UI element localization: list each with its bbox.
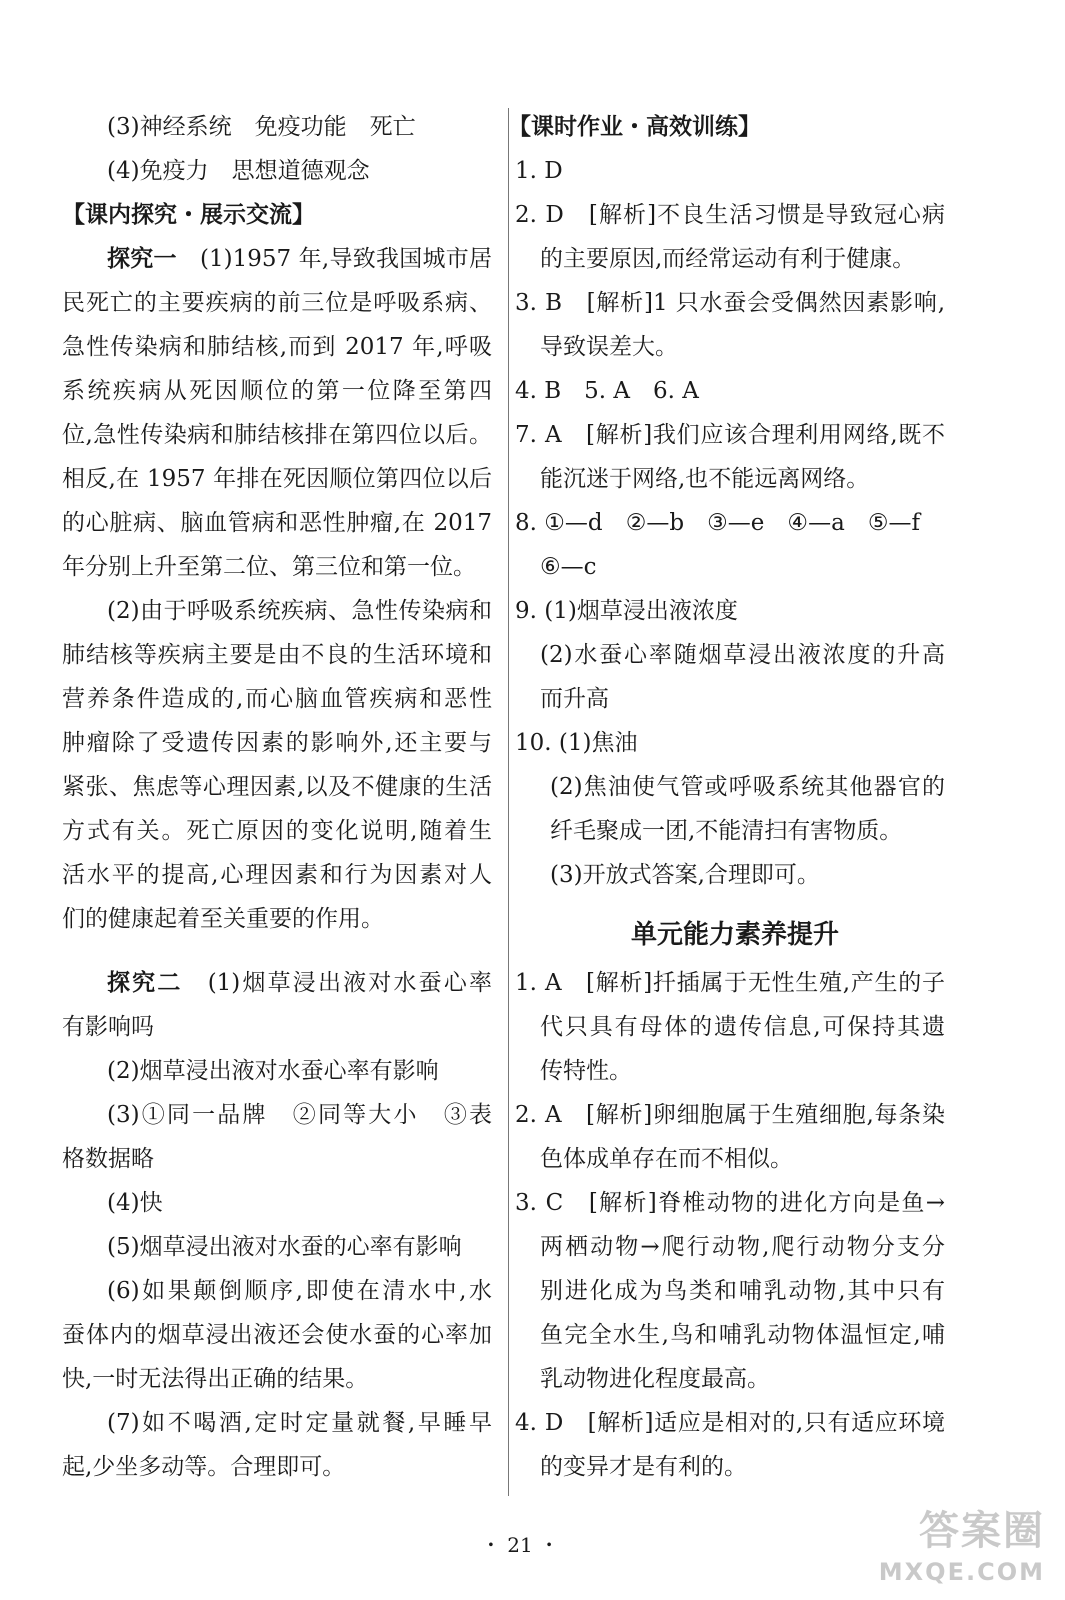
section-label: 探究二 (107, 970, 183, 996)
line-text: 8. ①—d ②—b ③—e ④—a ⑤—f (515, 510, 920, 536)
line-text: 纤毛聚成一团,不能清扫有害物质。 (550, 818, 903, 844)
line-text: 3. B [解析]1 只水蚕会受偶然因素影响, (515, 290, 945, 316)
right-column-line (515, 1100, 945, 1130)
line-text: 起,少坐多动等。合理即可。 (62, 1454, 346, 1480)
right-column-line (515, 420, 945, 450)
line-text: (7)如不喝酒,定时定量就餐,早睡早 (107, 1410, 492, 1436)
line-text: 3. C [解析]脊椎动物的进化方向是鱼→ (515, 1190, 945, 1216)
line-text: 的变异才是有利的。 (540, 1454, 747, 1480)
line-text: 7. A [解析]我们应该合理利用网络,既不 (515, 422, 945, 448)
line-text: (4)快 (107, 1190, 163, 1216)
line-text: 导致误差大。 (540, 334, 678, 360)
right-column-line (515, 376, 699, 406)
line-text: 两栖动物→爬行动物,爬行动物分支分 (540, 1234, 945, 1260)
line-text: (2)由于呼吸系统疾病、急性传染病和 (107, 598, 492, 624)
line-text: 年分别上升至第二位、第三位和第一位。 (62, 554, 476, 580)
right-column-line (508, 112, 761, 142)
line-text: (2)烟草浸出液对水蚕心率有影响 (107, 1058, 439, 1084)
line-text: (6)如果颠倒顺序,即使在清水中,水 (107, 1278, 492, 1304)
right-column-line (540, 1364, 770, 1394)
right-column-line (515, 1188, 945, 1218)
line-text: 鱼完全水生,鸟和哺乳动物体温恒定,哺 (540, 1322, 945, 1348)
line-text: 位,急性传染病和肺结核排在第四位以后。 (62, 422, 492, 448)
line-text: 民死亡的主要疾病的前三位是呼吸系病、 (62, 290, 492, 316)
line-text: 2. D [解析]不良生活习惯是导致冠心病 (515, 202, 945, 228)
line-text: (4)免疫力 思想道德观念 (107, 158, 370, 184)
line-text: 方式有关。死亡原因的变化说明,随着生 (62, 818, 492, 844)
line-text: 紧张、焦虑等心理因素,以及不健康的生活 (62, 774, 492, 800)
line-text: ⑥—c (540, 554, 597, 580)
right-column-line (550, 772, 945, 802)
watermark-logo (855, 1508, 1045, 1590)
line-text: 有影响吗 (62, 1014, 154, 1040)
watermark-cn: 答案圈 (919, 1508, 1045, 1554)
line-text: 相反,在 1957 年排在死因顺位第四位以后 (62, 466, 492, 492)
line-text: (3)①同一品牌 ②同等大小 ③表 (107, 1102, 492, 1128)
right-column-line (515, 508, 920, 538)
right-column-line (540, 464, 869, 494)
right-column-line (540, 1056, 632, 1086)
line-text: 1. A [解析]扦插属于无性生殖,产生的子 (515, 970, 945, 996)
line-text: 4. D [解析]适应是相对的,只有适应环境 (515, 1410, 945, 1436)
line-text: 营养条件造成的,而心脑血管疾病和恶性 (62, 686, 492, 712)
right-column-line (540, 1012, 945, 1042)
line-text: (1)烟草浸出液对水蚕心率 (182, 970, 492, 996)
right-column-line (540, 1232, 945, 1262)
line-text: 能沉迷于网络,也不能远离网络。 (540, 466, 870, 492)
line-text: (5)烟草浸出液对水蚕的心率有影响 (107, 1234, 462, 1260)
page-number: ・ 21 ・ (480, 1533, 560, 1557)
line-text: 的主要原因,而经常运动有利于健康。 (540, 246, 916, 272)
line-text: (3)开放式答案,合理即可。 (550, 862, 820, 888)
right-column-line (550, 860, 820, 890)
line-text: 传特性。 (540, 1058, 632, 1084)
section-label: 探究一 (107, 246, 177, 272)
right-column-line (540, 1276, 945, 1306)
line-text: 系统疾病从死因顺位的第一位降至第四 (62, 378, 492, 404)
line-text: 别进化成为鸟类和哺乳动物,其中只有 (540, 1278, 945, 1304)
right-column-line (540, 640, 945, 670)
right-column-line (550, 816, 902, 846)
line-text: (2)水蚕心率随烟草浸出液浓度的升高 (540, 642, 945, 668)
unit-title: 单元能力素养提升 (630, 920, 839, 950)
line-text: (2)焦油使气管或呼吸系统其他器官的 (550, 774, 945, 800)
right-column-line (515, 156, 563, 186)
line-text: 们的健康起着至关重要的作用。 (62, 906, 384, 932)
right-column-line (540, 332, 678, 362)
line-text: 色体成单存在而不相似。 (540, 1146, 793, 1172)
line-text: 的心脏病、脑血管病和恶性肿瘤,在 2017 (62, 510, 492, 536)
line-text: (1)1957 年,导致我国城市居 (176, 246, 492, 272)
right-column-line (540, 684, 609, 714)
line-text: 9. (1)烟草浸出液浓度 (515, 598, 738, 624)
line-text: 【课时作业・高效训练】 (508, 114, 761, 140)
right-column-line (540, 1144, 793, 1174)
right-column-line (540, 1320, 945, 1350)
line-text: 4. B 5. A 6. A (515, 378, 699, 404)
right-column-line (515, 968, 945, 998)
right-column-line (515, 596, 738, 626)
right-column-line (540, 244, 915, 274)
line-text: 代只具有母体的遗传信息,可保持其遗 (540, 1014, 945, 1040)
line-text: 肺结核等疾病主要是由不良的生活环境和 (62, 642, 492, 668)
line-text: 而升高 (540, 686, 609, 712)
line-text: 乳动物进化程度最高。 (540, 1366, 770, 1392)
line-text: 活水平的提高,心理因素和行为因素对人 (62, 862, 492, 888)
right-column-line (540, 1452, 747, 1482)
line-text: 【课内探究・展示交流】 (62, 202, 315, 228)
right-column-line (515, 728, 637, 758)
line-text: 蚕体内的烟草浸出液还会使水蚕的心率加 (62, 1322, 492, 1348)
line-text: (3)神经系统 免疫功能 死亡 (107, 114, 416, 140)
right-column-line (515, 200, 945, 230)
line-text: 10. (1)焦油 (515, 730, 638, 756)
line-text: 1. D (515, 158, 563, 184)
line-text: 2. A [解析]卵细胞属于生殖细胞,每条染 (515, 1102, 945, 1128)
right-column-line (515, 1408, 945, 1438)
watermark-en: MXQE.COM (878, 1558, 1045, 1586)
right-column-line (540, 552, 597, 582)
line-text: 格数据略 (62, 1146, 154, 1172)
line-text: 急性传染病和肺结核,而到 2017 年,呼吸 (62, 334, 492, 360)
line-text: 肿瘤除了受遗传因素的影响外,还主要与 (62, 730, 492, 756)
line-text: 快,一时无法得出正确的结果。 (62, 1366, 369, 1392)
right-column-line (515, 288, 945, 318)
